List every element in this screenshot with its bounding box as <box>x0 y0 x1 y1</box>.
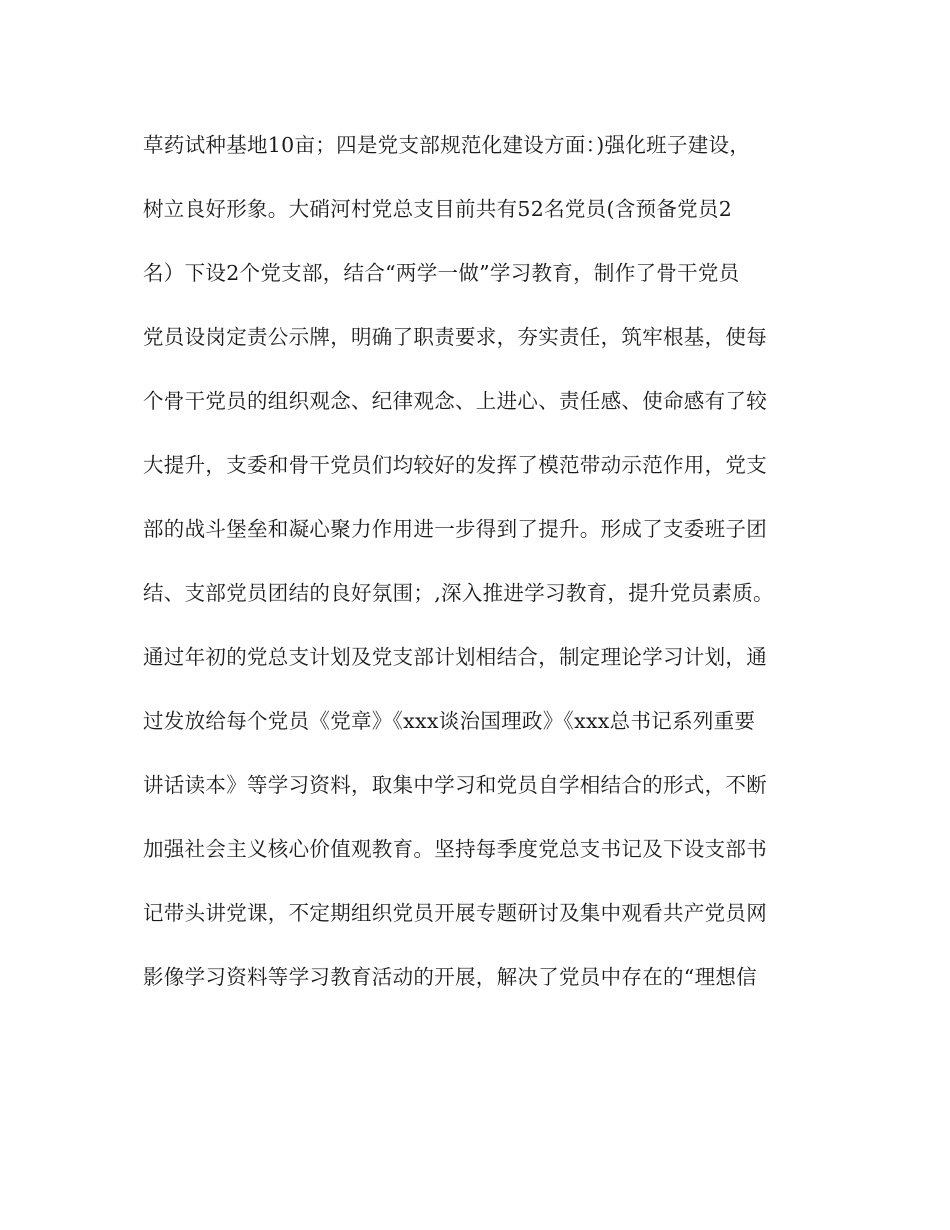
text-line: 影像学习资料等学习教育活动的开展，解决了党员中存在的“理想信 <box>143 965 757 989</box>
text-line: 党员设岗定责公示牌，明确了职责要求，夯实责任，筑牢根基，使每 <box>143 325 767 349</box>
text-line: 过发放给每个党员《党章》《xxx谈治国理政》《xxx总书记系列重要 <box>143 709 756 733</box>
text-line: 个骨干党员的组织观念、纪律观念、上进心、责任感、使命感有了较 <box>143 389 767 413</box>
text-line: 讲话读本》等学习资料，取集中学习和党员自学相结合的形式，不断 <box>143 773 767 797</box>
text-line: 部的战斗堡垒和凝心聚力作用进一步得到了提升。形成了支委班子团 <box>143 517 767 541</box>
text-line: 草药试种基地10亩；四是党支部规范化建设方面：)强化班子建设， <box>143 133 751 157</box>
text-line: 结、支部党员团结的良好氛围；,深入推进学习教育，提升党员素质。 <box>143 581 774 605</box>
text-line: 通过年初的党总支计划及党支部计划相结合，制定理论学习计划，通 <box>143 645 767 669</box>
text-line: 加强社会主义核心价值观教育。坚持每季度党总支书记及下设支部书 <box>143 837 767 861</box>
text-line: 大提升，支委和骨干党员们均较好的发挥了模范带动示范作用，党支 <box>143 453 767 477</box>
text-line: 记带头讲党课，不定期组织党员开展专题研讨及集中观看共产党员网 <box>143 901 767 925</box>
text-line: 树立良好形象。大硝河村党总支目前共有52名党员(含预备党员2 <box>143 197 733 221</box>
text-line: 名）下设2个党支部，结合“两学一做”学习教育，制作了骨干党员 <box>143 261 740 285</box>
body-text <box>143 125 823 1021</box>
